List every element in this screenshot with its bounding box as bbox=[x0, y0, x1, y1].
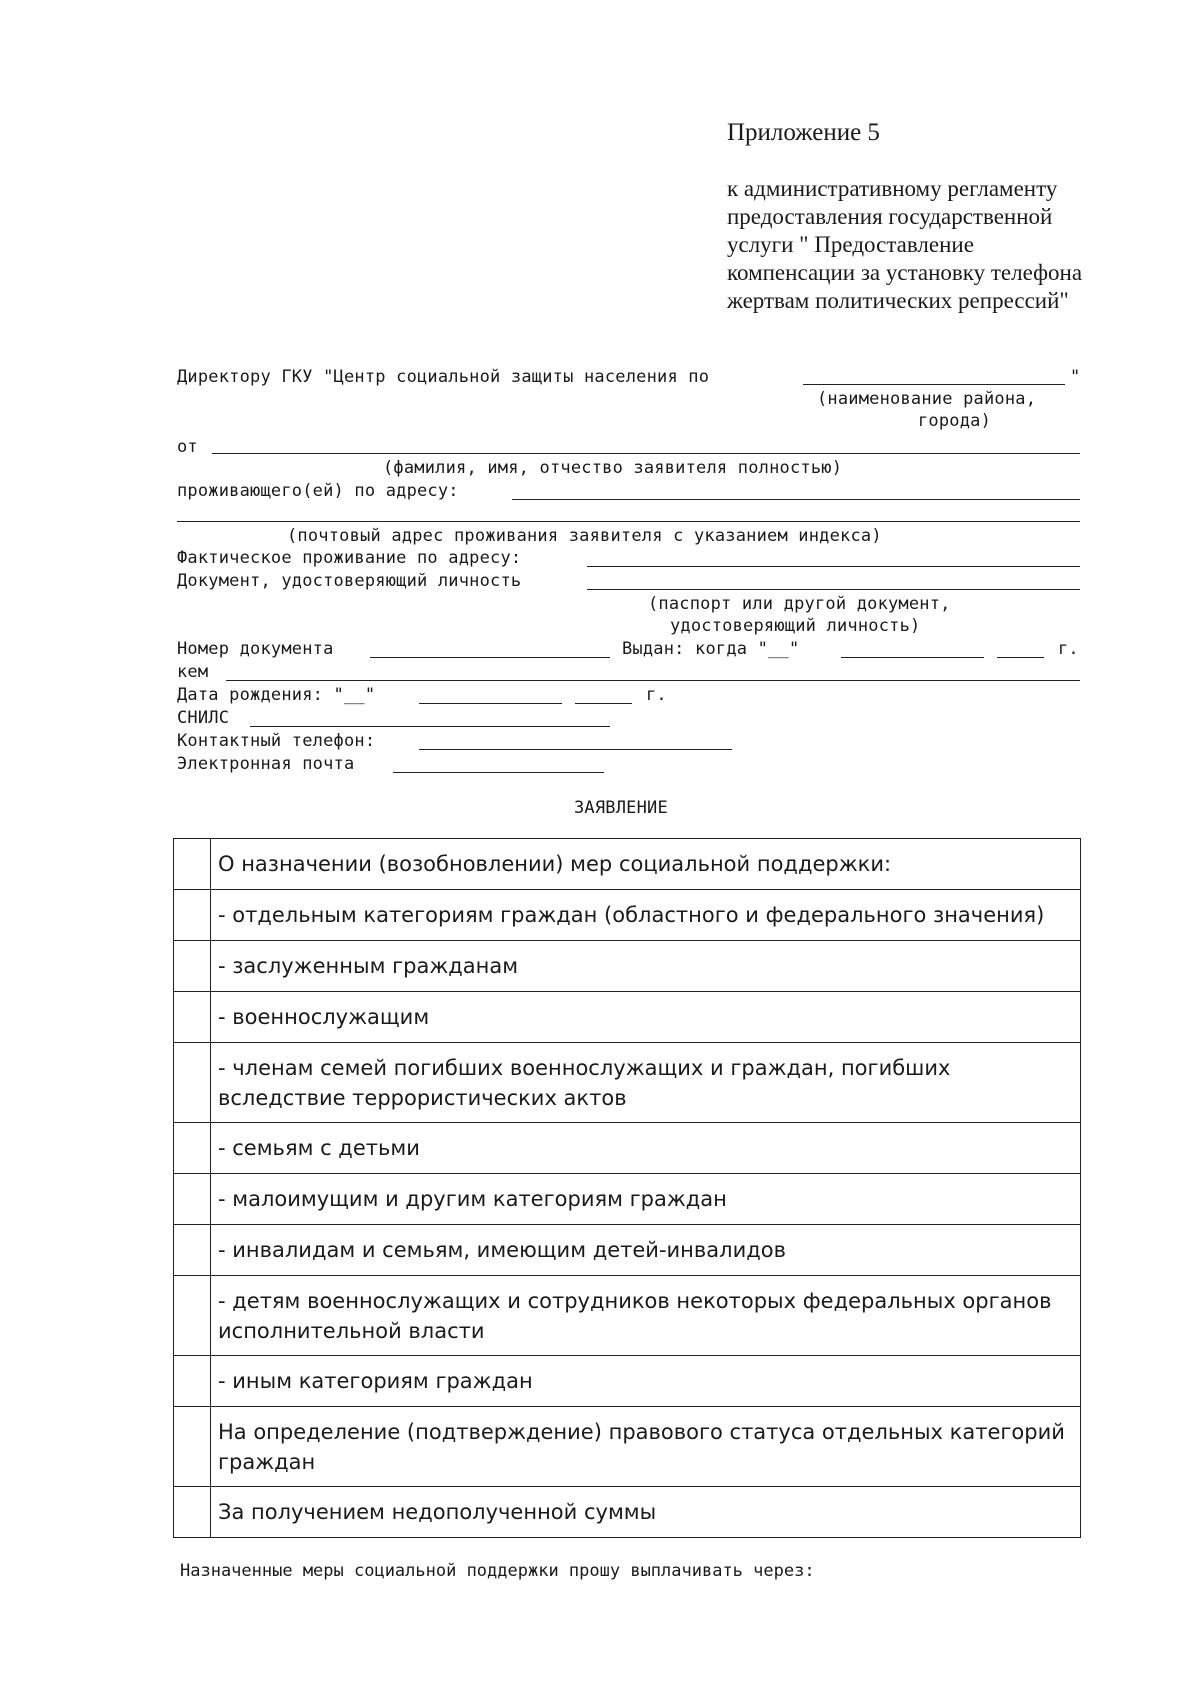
option-label: - иным категориям граждан bbox=[211, 1356, 1081, 1407]
appendix-title: Приложение 5 bbox=[727, 119, 880, 146]
birth-year-field[interactable] bbox=[575, 703, 632, 704]
issued-by-label: кем bbox=[177, 662, 209, 682]
option-row bbox=[174, 1174, 1081, 1225]
appendix-subtitle-line: предоставления государственной bbox=[727, 204, 1053, 229]
option-checkbox[interactable] bbox=[174, 1123, 211, 1174]
option-checkbox[interactable] bbox=[174, 1276, 211, 1356]
option-row bbox=[174, 1356, 1081, 1407]
option-checkbox[interactable] bbox=[174, 1487, 211, 1538]
option-row bbox=[174, 1276, 1081, 1356]
phone-field[interactable] bbox=[419, 749, 732, 750]
option-checkbox[interactable] bbox=[174, 839, 211, 890]
payment-method-text: Назначенные меры социальной поддержки прошу выплачивать через: bbox=[180, 1561, 815, 1581]
residing-label: проживающего(ей) по адресу: bbox=[177, 481, 459, 501]
postal-hint: (почтовый адрес проживания заявителя с указанием индекса) bbox=[287, 526, 882, 546]
appendix-subtitle-line: к административному регламенту bbox=[727, 176, 1058, 201]
director-close-quote: " bbox=[1070, 367, 1081, 387]
issued-year-field[interactable] bbox=[997, 657, 1044, 658]
applicant-name-field[interactable] bbox=[212, 453, 1080, 454]
options-table bbox=[173, 838, 1081, 1538]
birth-date-label: Дата рождения: "__" bbox=[177, 685, 376, 705]
id-hint-2: удостоверяющий личность) bbox=[670, 616, 921, 636]
phone-label: Контактный телефон: bbox=[177, 731, 376, 751]
option-label: - членам семей погибших военнослужащих и граждан, погибших вследствие террористических актов bbox=[211, 1043, 1081, 1123]
option-checkbox[interactable] bbox=[174, 1356, 211, 1407]
option-checkbox[interactable] bbox=[174, 1043, 211, 1123]
issued-year-suffix: г. bbox=[1058, 639, 1079, 659]
option-row bbox=[174, 890, 1081, 941]
option-label: - отдельным категориям граждан (областного и федерального значения) bbox=[211, 890, 1081, 941]
snils-field[interactable] bbox=[250, 726, 610, 727]
option-row bbox=[174, 1487, 1081, 1538]
actual-address-field[interactable] bbox=[587, 566, 1080, 567]
appendix-subtitle-line: компенсации за установку телефона bbox=[727, 260, 1083, 285]
option-checkbox[interactable] bbox=[174, 1225, 211, 1276]
option-row bbox=[174, 1123, 1081, 1174]
doc-number-field[interactable] bbox=[370, 657, 610, 658]
from-label: от bbox=[177, 437, 198, 457]
option-label: На определение (подтверждение) правового статуса отдельных категорий граждан bbox=[211, 1407, 1081, 1487]
applicant-hint: (фамилия, имя, отчество заявителя полностью) bbox=[383, 458, 843, 478]
residing-address-field-line2[interactable] bbox=[177, 521, 1080, 522]
option-row bbox=[174, 992, 1081, 1043]
issued-when-label: Выдан: когда "__" bbox=[622, 639, 800, 659]
option-label: - детям военнослужащих и сотрудников некоторых федеральных органов исполнительной власти bbox=[211, 1276, 1081, 1356]
appendix-subtitle-line: жертвам политических репрессий" bbox=[727, 288, 1069, 313]
id-document-field[interactable] bbox=[587, 589, 1080, 590]
application-title: ЗАЯВЛЕНИЕ bbox=[574, 798, 668, 818]
district-hint: (наименование района, bbox=[817, 389, 1037, 409]
option-row bbox=[174, 1225, 1081, 1276]
option-label: - военнослужащим bbox=[211, 992, 1081, 1043]
option-label: За получением недополученной суммы bbox=[211, 1487, 1081, 1538]
issued-by-field[interactable] bbox=[226, 680, 1080, 681]
option-checkbox[interactable] bbox=[174, 992, 211, 1043]
appendix-subtitle-line: услуги " Предоставление bbox=[727, 232, 974, 257]
option-row bbox=[174, 1407, 1081, 1487]
director-label: Директору ГКУ "Центр социальной защиты населения по bbox=[177, 367, 710, 387]
email-label: Электронная почта bbox=[177, 754, 355, 774]
option-label: - семьям с детьми bbox=[211, 1123, 1081, 1174]
issued-date-field[interactable] bbox=[841, 657, 984, 658]
option-row bbox=[174, 1043, 1081, 1123]
option-row bbox=[174, 941, 1081, 992]
option-checkbox[interactable] bbox=[174, 941, 211, 992]
actual-address-label: Фактическое проживание по адресу: bbox=[177, 548, 522, 568]
birth-year-suffix: г. bbox=[646, 685, 667, 705]
doc-number-label: Номер документа bbox=[177, 639, 334, 659]
option-checkbox[interactable] bbox=[174, 1174, 211, 1225]
option-checkbox[interactable] bbox=[174, 890, 211, 941]
id-hint: (паспорт или другой документ, bbox=[648, 594, 951, 614]
option-checkbox[interactable] bbox=[174, 1407, 211, 1487]
snils-label: СНИЛС bbox=[177, 708, 230, 728]
birth-date-field[interactable] bbox=[419, 703, 562, 704]
option-row bbox=[174, 839, 1081, 890]
district-field[interactable] bbox=[803, 384, 1065, 385]
district-hint-2: города) bbox=[918, 411, 992, 431]
id-document-label: Документ, удостоверяющий личность bbox=[177, 571, 522, 591]
option-label: - инвалидам и семьям, имеющим детей-инвалидов bbox=[211, 1225, 1081, 1276]
option-label: О назначении (возобновлении) мер социальной поддержки: bbox=[211, 839, 1081, 890]
option-label: - заслуженным гражданам bbox=[211, 941, 1081, 992]
option-label: - малоимущим и другим категориям граждан bbox=[211, 1174, 1081, 1225]
appendix-subtitle bbox=[727, 175, 1167, 315]
email-field[interactable] bbox=[393, 772, 604, 773]
residing-address-field[interactable] bbox=[512, 499, 1080, 500]
